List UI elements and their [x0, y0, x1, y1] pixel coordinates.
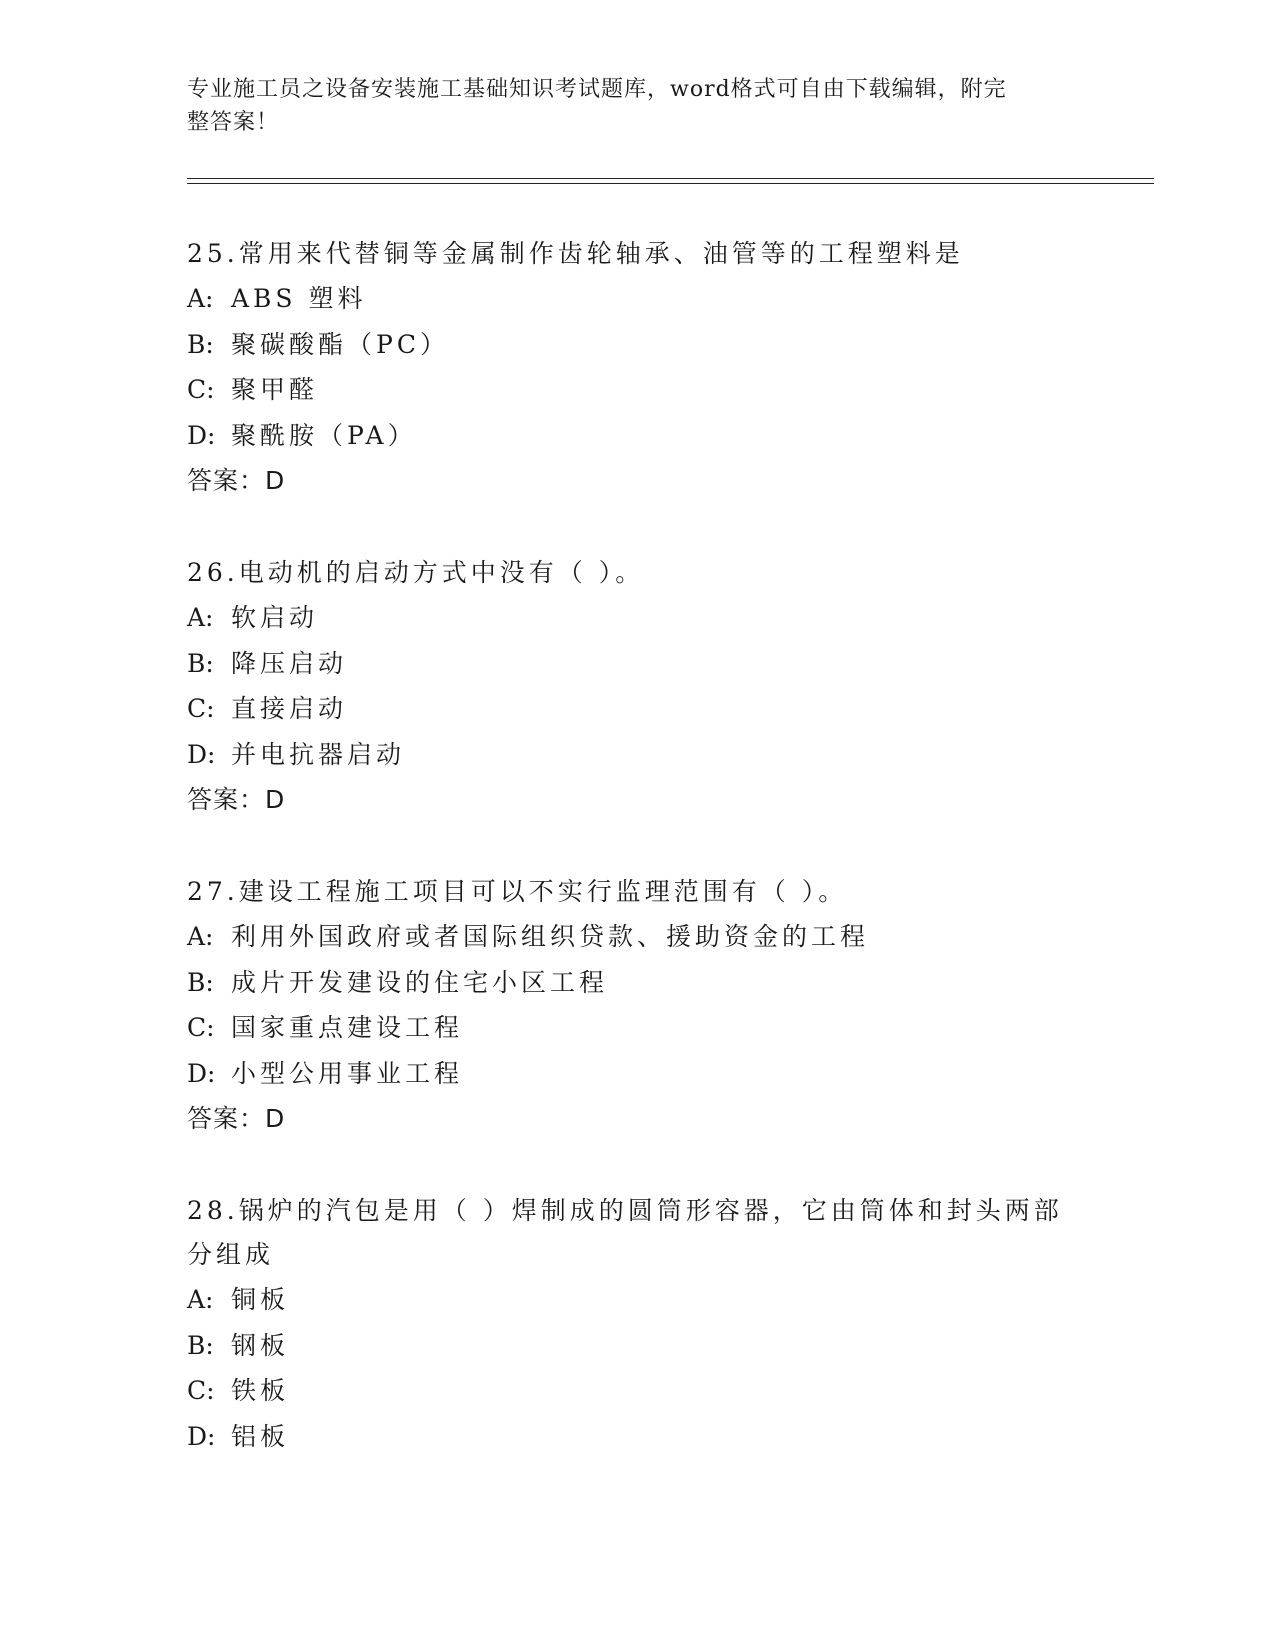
option-b [187, 641, 1087, 687]
option-letter: A: [187, 922, 214, 951]
option-text: 利用外国政府或者国际组织贷款、援助资金的工程 [231, 922, 870, 951]
option-a [187, 276, 1087, 322]
option-text: 小型公用事业工程 [231, 1058, 464, 1088]
option-letter: D: [187, 1058, 216, 1088]
option-text: 并电抗器启动 [231, 739, 406, 769]
question-stem: 25.常用来代替铜等金属制作齿轮轴承、油管等的工程塑料是 [187, 239, 964, 268]
option-text: 铝板 [231, 1421, 290, 1451]
option-letter: A: [187, 284, 214, 313]
answer-line: 答案：D [187, 785, 286, 814]
option-text: 铁板 [231, 1376, 290, 1405]
answer-line: 答案：D [187, 1104, 286, 1133]
option-letter: B: [187, 967, 214, 997]
option-letter: C: [187, 694, 215, 723]
question-25 [187, 232, 1087, 503]
question-26 [187, 551, 1087, 822]
option-d [187, 413, 1087, 459]
option-b [187, 1323, 1087, 1369]
option-a [187, 1277, 1087, 1323]
option-text: 铜板 [231, 1285, 290, 1314]
option-letter: A: [187, 603, 214, 632]
option-letter: B: [187, 648, 214, 678]
option-b [187, 960, 1087, 1006]
question-stem: 26.电动机的启动方式中没有（ ）。 [187, 558, 645, 587]
option-c [187, 367, 1087, 413]
option-letter: B: [187, 329, 214, 359]
option-c [187, 686, 1087, 732]
option-letter: D: [187, 420, 216, 450]
option-text: 成片开发建设的住宅小区工程 [231, 967, 609, 997]
option-text: 软启动 [231, 603, 319, 632]
option-letter: A: [187, 1285, 214, 1314]
header-divider-bottom [187, 183, 1154, 184]
option-d [187, 1414, 1087, 1460]
answer-line: 答案：D [187, 466, 286, 495]
option-d [187, 1051, 1087, 1097]
option-text: 聚酰胺（PA） [231, 420, 417, 450]
option-text: 国家重点建设工程 [231, 1013, 464, 1042]
header-note-line-1: 专业施工员之设备安装施工基础知识考试题库，word格式可自由下载编辑，附完 [187, 77, 1007, 102]
option-a [187, 914, 1087, 960]
option-text: 钢板 [231, 1330, 290, 1360]
header-note [187, 73, 1067, 139]
option-a [187, 595, 1087, 641]
question-28 [187, 1189, 1087, 1459]
option-text: 直接启动 [231, 694, 348, 723]
question-stem: 27.建设工程施工项目可以不实行监理范围有（ ）。 [187, 877, 848, 906]
option-letter: C: [187, 375, 215, 404]
question-stem-line-1: 28.锅炉的汽包是用（ ）焊制成的圆筒形容器，它由筒体和封头两部 [187, 1196, 1063, 1225]
header-note-line-2: 整答案！ [187, 110, 280, 135]
option-letter: D: [187, 739, 216, 769]
option-letter: C: [187, 1013, 215, 1042]
option-text: 聚碳酸酯（PC） [231, 329, 449, 359]
option-c [187, 1368, 1087, 1414]
question-27 [187, 870, 1087, 1141]
option-text: 聚甲醛 [231, 375, 319, 404]
option-text: 降压启动 [231, 648, 348, 678]
option-b [187, 322, 1087, 368]
option-letter: B: [187, 1330, 214, 1360]
option-d [187, 732, 1087, 778]
header-divider-top [187, 178, 1154, 179]
question-stem-line-2: 分组成 [187, 1240, 275, 1269]
option-letter: D: [187, 1421, 216, 1451]
option-text: ABS 塑料 [231, 284, 367, 313]
option-c [187, 1005, 1087, 1051]
option-letter: C: [187, 1376, 215, 1405]
